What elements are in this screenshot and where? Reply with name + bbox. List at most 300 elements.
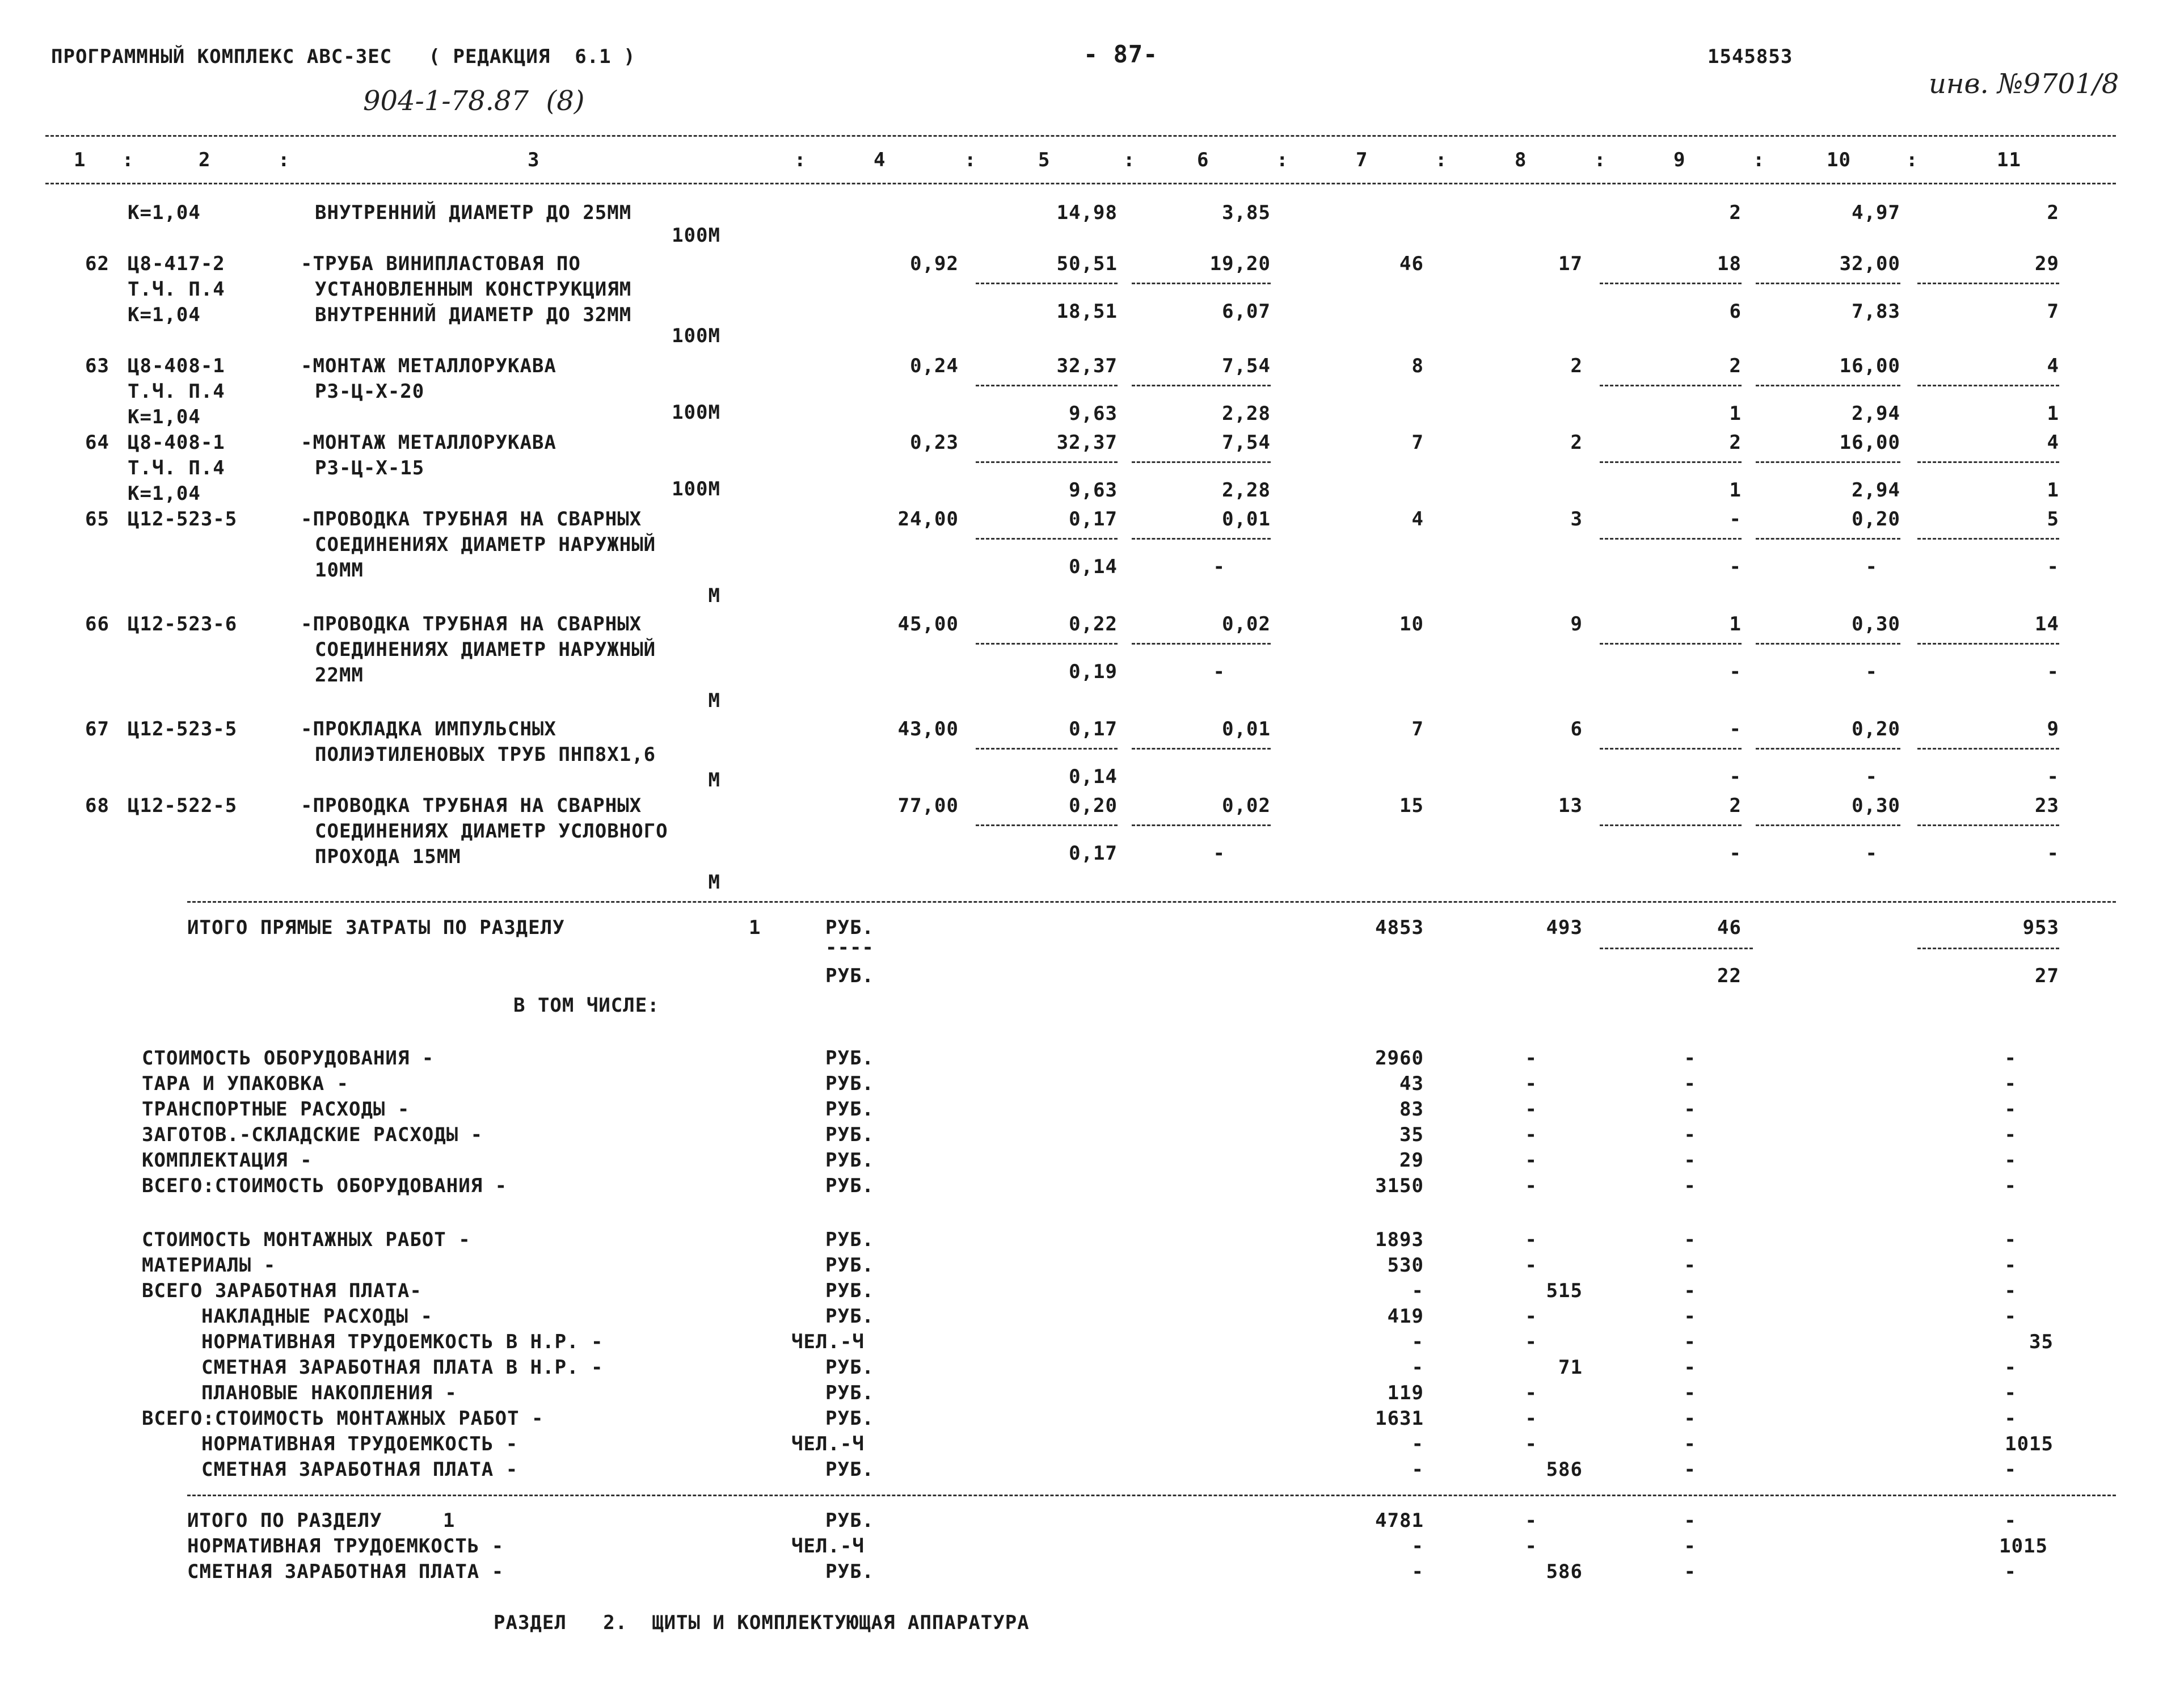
- row-63-quantity: 0,24: [910, 355, 959, 377]
- column-header-5: 5: [1038, 149, 1051, 171]
- row-cont-machine-wage: 3,85: [1222, 201, 1271, 224]
- row-62-description: УСТАНОВЛЕННЫМ КОНСТРУКЦИЯМ: [315, 278, 632, 301]
- section-total-row-1-unit: ЧЕЛ.-Ч: [791, 1535, 865, 1558]
- row-68-code: Ц12-522-5: [128, 794, 238, 817]
- row-66-machine-wage: -: [1213, 660, 1225, 683]
- breakdown-row-13-label: ВСЕГО:СТОИМОСТЬ МОНТАЖНЫХ РАБОТ -: [142, 1407, 544, 1430]
- breakdown-row-9-machines: -: [1684, 1305, 1696, 1328]
- breakdown-row-3-unit: РУБ.: [825, 1123, 874, 1146]
- breakdown-row-5-unit: РУБ.: [825, 1175, 874, 1197]
- section-total-row-1-wage: -: [1525, 1535, 1537, 1558]
- row-68-unit: М: [708, 871, 720, 894]
- column-header-8: 8: [1515, 149, 1527, 171]
- breakdown-row-10-wage: -: [1525, 1331, 1537, 1353]
- row-62-total-cost: 46: [1399, 252, 1424, 275]
- row-65-labour-total: 5: [2047, 508, 2059, 531]
- row-65-unit-cost: 0,17: [1069, 508, 1118, 531]
- column-separator: :: [1594, 149, 1607, 171]
- row-65-total-cost: 4: [1411, 508, 1424, 531]
- column-header-10: 10: [1827, 149, 1851, 171]
- breakdown-row-9-label: НАКЛАДНЫЕ РАСХОДЫ -: [201, 1305, 433, 1328]
- breakdown-row-4-labour: -: [2004, 1149, 2017, 1172]
- breakdown-row-0-cost: 2960: [1375, 1047, 1424, 1070]
- row-65-machines: -: [1729, 508, 1742, 531]
- breakdown-row-12-unit: РУБ.: [825, 1382, 874, 1404]
- value-separator: [1756, 748, 1900, 750]
- section-total-row-0-wage: -: [1525, 1509, 1537, 1532]
- row-67-labour-total-machine: -: [2047, 765, 2059, 788]
- section-total-row-1-labour: 1015: [1999, 1535, 2048, 1558]
- value-separator: [1756, 538, 1900, 540]
- column-header-1: 1: [74, 149, 86, 171]
- value-separator: [1917, 461, 2059, 463]
- breakdown-row-2-wage: -: [1525, 1098, 1537, 1121]
- breakdown-row-2-unit: РУБ.: [825, 1098, 874, 1121]
- breakdown-row-15-machines: -: [1684, 1458, 1696, 1481]
- column-separator: :: [278, 149, 290, 171]
- column-header-9: 9: [1673, 149, 1686, 171]
- row-66-machine-cost: 0,02: [1222, 613, 1271, 636]
- row-62-code-note: Т.Ч. П.4: [128, 278, 225, 301]
- row-67-machines-wage: -: [1729, 765, 1742, 788]
- row-67-quantity: 43,00: [897, 718, 959, 740]
- row-66-labour-unit: 0,30: [1852, 613, 1900, 636]
- row-67-labour-unit-machine: -: [1865, 765, 1878, 788]
- value-separator: [1917, 385, 2059, 386]
- row-65-labour-total-machine: -: [2047, 555, 2059, 578]
- row-68-description: ПРОХОДА 15ММ: [315, 845, 461, 868]
- value-separator: [1600, 385, 1742, 386]
- value-separator: [1600, 748, 1742, 750]
- section-total-row-0-cost: 4781: [1375, 1509, 1424, 1532]
- breakdown-row-5-wage: -: [1525, 1175, 1537, 1197]
- row-62-unit-cost: 50,51: [1056, 252, 1118, 275]
- inventory-number-handwritten: инв. №9701/8: [1929, 68, 2119, 100]
- row-66-machines: 1: [1729, 613, 1742, 636]
- value-separator: [1756, 461, 1900, 463]
- total-direct-separator: [1917, 948, 2059, 949]
- column-separator: :: [1123, 149, 1136, 171]
- breakdown-row-8-wage: 515: [1546, 1280, 1583, 1302]
- breakdown-row-12-wage: -: [1525, 1382, 1537, 1404]
- column-separator: :: [1753, 149, 1765, 171]
- breakdown-row-11-machines: -: [1684, 1356, 1696, 1379]
- breakdown-row-11-cost: -: [1411, 1356, 1424, 1379]
- row-65-description: -ПРОВОДКА ТРУБНАЯ НА СВАРНЫХ: [301, 508, 642, 531]
- row-67-code: Ц12-523-5: [128, 718, 238, 740]
- row-63-unit-wage: 9,63: [1069, 402, 1118, 425]
- breakdown-row-12-label: ПЛАНОВЫЕ НАКОПЛЕНИЯ -: [201, 1382, 457, 1404]
- row-65-total-wage: 3: [1570, 508, 1583, 531]
- row-67-number: 67: [85, 718, 109, 740]
- row-63-machines-wage: 1: [1729, 402, 1742, 425]
- row-65-code: Ц12-523-5: [128, 508, 238, 531]
- row-68-machine-cost: 0,02: [1222, 794, 1271, 817]
- breakdown-row-0-unit: РУБ.: [825, 1047, 874, 1070]
- breakdown-row-13-wage: -: [1525, 1407, 1537, 1430]
- row-68-number: 68: [85, 794, 109, 817]
- row-64-quantity: 0,23: [910, 431, 959, 454]
- breakdown-row-0-label: СТОИМОСТЬ ОБОРУДОВАНИЯ -: [142, 1047, 435, 1070]
- row-63-unit-cost: 32,37: [1056, 355, 1118, 377]
- column-header-7: 7: [1356, 149, 1368, 171]
- value-separator: [1132, 538, 1271, 540]
- total-direct-unit-2: РУБ.: [825, 965, 874, 987]
- column-separator: :: [964, 149, 977, 171]
- row-66-description: 22ММ: [315, 664, 364, 687]
- breakdown-row-12-labour: -: [2004, 1382, 2017, 1404]
- breakdown-row-7-labour: -: [2004, 1254, 2017, 1277]
- row-62-labour-unit: 32,00: [1839, 252, 1900, 275]
- breakdown-row-6-machines: -: [1684, 1228, 1696, 1251]
- row-67-labour-total: 9: [2047, 718, 2059, 740]
- column-header-4: 4: [874, 149, 886, 171]
- total-direct-section: 1: [749, 916, 761, 939]
- breakdown-row-15-unit: РУБ.: [825, 1458, 874, 1481]
- breakdown-row-12-machines: -: [1684, 1382, 1696, 1404]
- row-64-code-note: Т.Ч. П.4: [128, 457, 225, 479]
- column-separator: :: [122, 149, 134, 171]
- value-separator: [1756, 824, 1900, 826]
- row-62-number: 62: [85, 252, 109, 275]
- section-total-row-0-machines: -: [1684, 1509, 1696, 1532]
- breakdown-row-13-labour: -: [2004, 1407, 2017, 1430]
- breakdown-row-5-labour: -: [2004, 1175, 2017, 1197]
- row-67-unit-wage: 0,14: [1069, 765, 1118, 788]
- total-direct-machines-wage: 22: [1717, 965, 1742, 987]
- breakdown-row-0-wage: -: [1525, 1047, 1537, 1070]
- row-64-number: 64: [85, 431, 109, 454]
- section-total-row-2-label: СМЕТНАЯ ЗАРАБОТНАЯ ПЛАТА -: [187, 1560, 504, 1583]
- row-62-unit-wage: 18,51: [1056, 300, 1118, 323]
- row-65-machine-cost: 0,01: [1222, 508, 1271, 531]
- section-total-row-0-unit: РУБ.: [825, 1509, 874, 1532]
- breakdown-row-8-cost: -: [1411, 1280, 1424, 1302]
- total-direct-machines: 46: [1717, 916, 1742, 939]
- breakdown-row-1-labour: -: [2004, 1072, 2017, 1095]
- breakdown-row-5-cost: 3150: [1375, 1175, 1424, 1197]
- section-total-row-1-cost: -: [1411, 1535, 1424, 1558]
- breakdown-row-14-cost: -: [1411, 1433, 1424, 1455]
- breakdown-row-9-labour: -: [2004, 1305, 2017, 1328]
- breakdown-row-1-label: ТАРА И УПАКОВКА -: [142, 1072, 349, 1095]
- row-67-total-wage: 6: [1570, 718, 1583, 740]
- row-65-machines-wage: -: [1729, 555, 1742, 578]
- breakdown-row-2-cost: 83: [1399, 1098, 1424, 1121]
- row-63-machine-wage: 2,28: [1222, 402, 1271, 425]
- row-68-total-cost: 15: [1399, 794, 1424, 817]
- breakdown-row-0-machines: -: [1684, 1047, 1696, 1070]
- program-title: ПРОГРАММНЫЙ КОМПЛЕКС АВС-ЗЕС ( РЕДАКЦИЯ 6.1 ): [51, 45, 636, 68]
- row-cont-unit: 100М: [672, 224, 720, 247]
- breakdown-row-1-cost: 43: [1399, 1072, 1424, 1095]
- value-separator: [1132, 643, 1271, 645]
- row-62-labour-unit-machine: 7,83: [1852, 300, 1900, 323]
- breakdown-row-0-labour: -: [2004, 1047, 2017, 1070]
- row-63-labour-unit: 16,00: [1839, 355, 1900, 377]
- breakdown-row-11-label: СМЕТНАЯ ЗАРАБОТНАЯ ПЛАТА В Н.Р. -: [201, 1356, 604, 1379]
- including-heading: В ТОМ ЧИСЛЕ:: [513, 994, 660, 1017]
- row-cont-labour-unit-machine: 4,97: [1852, 201, 1900, 224]
- totals-rule: [187, 901, 2116, 903]
- value-separator: [976, 748, 1118, 750]
- value-separator: [976, 643, 1118, 645]
- breakdown-row-4-machines: -: [1684, 1149, 1696, 1172]
- row-66-unit-cost: 0,22: [1069, 613, 1118, 636]
- value-separator: [1132, 748, 1271, 750]
- breakdown-row-11-wage: 71: [1558, 1356, 1583, 1379]
- breakdown-row-1-machines: -: [1684, 1072, 1696, 1095]
- row-68-quantity: 77,00: [897, 794, 959, 817]
- row-66-quantity: 45,00: [897, 613, 959, 636]
- value-separator: [1600, 643, 1742, 645]
- value-separator: [976, 824, 1118, 826]
- row-63-machine-cost: 7,54: [1222, 355, 1271, 377]
- row-67-unit-cost: 0,17: [1069, 718, 1118, 740]
- total-direct-unit: РУБ.: [825, 916, 874, 939]
- row-66-machines-wage: -: [1729, 660, 1742, 683]
- value-separator: [1132, 283, 1271, 284]
- section-total-row-1-machines: -: [1684, 1535, 1696, 1558]
- row-65-unit: М: [708, 584, 720, 607]
- row-66-description: -ПРОВОДКА ТРУБНАЯ НА СВАРНЫХ: [301, 613, 642, 636]
- row-62-machines: 18: [1717, 252, 1742, 275]
- breakdown-row-11-unit: РУБ.: [825, 1356, 874, 1379]
- row-67-description: ПОЛИЭТИЛЕНОВЫХ ТРУБ ПНП8Х1,6: [315, 743, 656, 766]
- breakdown-row-8-machines: -: [1684, 1280, 1696, 1302]
- breakdown-row-14-wage: -: [1525, 1433, 1537, 1455]
- row-cont-description: ВНУТРЕННИЙ ДИАМЕТР ДО 25ММ: [315, 201, 632, 224]
- section-total-row-0-label: ИТОГО ПО РАЗДЕЛУ 1: [187, 1509, 456, 1532]
- row-63-description: -МОНТАЖ МЕТАЛЛОРУКАВА: [301, 355, 556, 377]
- row-67-labour-unit: 0,20: [1852, 718, 1900, 740]
- row-62-quantity: 0,92: [910, 252, 959, 275]
- page-number: - 87-: [1083, 40, 1158, 68]
- row-65-labour-unit: 0,20: [1852, 508, 1900, 531]
- row-64-unit-cost: 32,37: [1056, 431, 1118, 454]
- breakdown-row-10-cost: -: [1411, 1331, 1424, 1353]
- breakdown-row-7-cost: 530: [1387, 1254, 1424, 1277]
- row-64-labour-unit: 16,00: [1839, 431, 1900, 454]
- breakdown-row-3-wage: -: [1525, 1123, 1537, 1146]
- breakdown-row-6-labour: -: [2004, 1228, 2017, 1251]
- row-63-labour-total: 4: [2047, 355, 2059, 377]
- breakdown-row-3-labour: -: [2004, 1123, 2017, 1146]
- breakdown-row-5-machines: -: [1684, 1175, 1696, 1197]
- breakdown-row-14-labour: 1015: [2005, 1433, 2054, 1455]
- breakdown-row-4-wage: -: [1525, 1149, 1537, 1172]
- project-number-handwritten: 904-1-78.87 (8): [363, 85, 585, 117]
- section-total-row-2-labour: -: [2004, 1560, 2017, 1583]
- row-66-labour-total-machine: -: [2047, 660, 2059, 683]
- breakdown-row-14-machines: -: [1684, 1433, 1696, 1455]
- header-bottom-rule: [45, 183, 2116, 184]
- section-total-row-2-machines: -: [1684, 1560, 1696, 1583]
- row-67-machines: -: [1729, 718, 1742, 740]
- value-separator: [976, 461, 1118, 463]
- row-cont-labour-total-machine: 2: [2047, 201, 2059, 224]
- breakdown-row-2-labour: -: [2004, 1098, 2017, 1121]
- row-62-labour-total-machine: 7: [2047, 300, 2059, 323]
- row-67-total-cost: 7: [1411, 718, 1424, 740]
- value-separator: [1917, 538, 2059, 540]
- breakdown-row-6-cost: 1893: [1375, 1228, 1424, 1251]
- column-separator: :: [1276, 149, 1289, 171]
- row-67-machine-cost: 0,01: [1222, 718, 1271, 740]
- breakdown-row-7-unit: РУБ.: [825, 1254, 874, 1277]
- row-68-machine-wage: -: [1213, 842, 1225, 865]
- column-separator: :: [1906, 149, 1919, 171]
- row-65-unit-wage: 0,14: [1069, 555, 1118, 578]
- row-62-machine-wage: 6,07: [1222, 300, 1271, 323]
- total-direct-label: ИТОГО ПРЯМЫЕ ЗАТРАТЫ ПО РАЗДЕЛУ: [187, 916, 565, 939]
- row-64-description: РЗ-Ц-Х-15: [315, 457, 425, 479]
- value-separator: [1756, 643, 1900, 645]
- row-63-labour-unit-machine: 2,94: [1852, 402, 1900, 425]
- value-separator: [1756, 283, 1900, 284]
- row-62-total-wage: 17: [1558, 252, 1583, 275]
- section-total-row-1-label: НОРМАТИВНАЯ ТРУДОЕМКОСТЬ -: [187, 1535, 504, 1558]
- column-header-2: 2: [199, 149, 211, 171]
- row-62-unit: 100М: [672, 325, 720, 347]
- breakdown-row-4-label: КОМПЛЕКТАЦИЯ -: [142, 1149, 313, 1172]
- row-68-machines-wage: -: [1729, 842, 1742, 865]
- row-62-description: ВНУТРЕННИЙ ДИАМЕТР ДО 32ММ: [315, 304, 632, 326]
- breakdown-row-8-labour: -: [2004, 1280, 2017, 1302]
- row-64-labour-unit-machine: 2,94: [1852, 479, 1900, 502]
- row-65-number: 65: [85, 508, 109, 531]
- row-63-machines: 2: [1729, 355, 1742, 377]
- breakdown-row-9-wage: -: [1525, 1305, 1537, 1328]
- breakdown-row-11-labour: -: [2004, 1356, 2017, 1379]
- breakdown-row-3-machines: -: [1684, 1123, 1696, 1146]
- row-66-total-wage: 9: [1570, 613, 1583, 636]
- row-62-labour-total: 29: [2035, 252, 2059, 275]
- total-direct-unit-dash: ----: [825, 936, 874, 959]
- breakdown-row-3-label: ЗАГОТОВ.-СКЛАДСКИЕ РАСХОДЫ -: [142, 1123, 483, 1146]
- row-63-code-note: Т.Ч. П.4: [128, 380, 225, 403]
- value-separator: [1917, 643, 2059, 645]
- row-66-unit: М: [708, 689, 720, 712]
- next-section-title: РАЗДЕЛ 2. ЩИТЫ И КОМПЛЕКТУЮЩАЯ АППАРАТУРА: [494, 1611, 1030, 1634]
- row-68-description: -ПРОВОДКА ТРУБНАЯ НА СВАРНЫХ: [301, 794, 642, 817]
- breakdown-row-14-unit: ЧЕЛ.-Ч: [791, 1433, 865, 1455]
- row-64-description: -МОНТАЖ МЕТАЛЛОРУКАВА: [301, 431, 556, 454]
- row-66-unit-wage: 0,19: [1069, 660, 1118, 683]
- row-62-code: Ц8-417-2: [128, 252, 225, 275]
- value-separator: [1917, 824, 2059, 826]
- column-header-11: 11: [1997, 149, 2021, 171]
- total-direct-labour-machine: 27: [2035, 965, 2059, 987]
- row-68-description: СОЕДИНЕНИЯХ ДИАМЕТР УСЛОВНОГО: [315, 820, 668, 843]
- row-62-description: -ТРУБА ВИНИПЛАСТОВАЯ ПО: [301, 252, 581, 275]
- breakdown-row-15-labour: -: [2004, 1458, 2017, 1481]
- breakdown-row-10-unit: ЧЕЛ.-Ч: [791, 1331, 865, 1353]
- row-64-unit: 100М: [672, 478, 720, 500]
- total-direct-labour: 953: [2022, 916, 2059, 939]
- row-cont-unit-wage: 14,98: [1056, 201, 1118, 224]
- breakdown-row-14-label: НОРМАТИВНАЯ ТРУДОЕМКОСТЬ -: [201, 1433, 518, 1455]
- breakdown-row-10-label: НОРМАТИВНАЯ ТРУДОЕМКОСТЬ В Н.Р. -: [201, 1331, 604, 1353]
- document-code: 1545853: [1707, 45, 1793, 68]
- row-64-total-cost: 7: [1411, 431, 1424, 454]
- row-68-machines: 2: [1729, 794, 1742, 817]
- row-64-coefficient: К=1,04: [128, 482, 201, 505]
- value-separator: [1917, 748, 2059, 750]
- value-separator: [976, 283, 1118, 284]
- breakdown-row-15-wage: 586: [1546, 1458, 1583, 1481]
- breakdown-row-7-machines: -: [1684, 1254, 1696, 1277]
- row-67-description: -ПРОКЛАДКА ИМПУЛЬСНЫХ: [301, 718, 556, 740]
- section-total-row-2-cost: -: [1411, 1560, 1424, 1583]
- breakdown-row-6-unit: РУБ.: [825, 1228, 874, 1251]
- total-direct-wage: 493: [1546, 916, 1583, 939]
- row-65-description: СОЕДИНЕНИЯХ ДИАМЕТР НАРУЖНЫЙ: [315, 533, 656, 556]
- breakdown-row-6-wage: -: [1525, 1228, 1537, 1251]
- breakdown-row-1-unit: РУБ.: [825, 1072, 874, 1095]
- row-65-quantity: 24,00: [897, 508, 959, 531]
- breakdown-row-7-wage: -: [1525, 1254, 1537, 1277]
- row-67-unit: М: [708, 769, 720, 792]
- row-65-labour-unit-machine: -: [1865, 555, 1878, 578]
- breakdown-row-9-cost: 419: [1387, 1305, 1424, 1328]
- value-separator: [1132, 461, 1271, 463]
- breakdown-row-13-machines: -: [1684, 1407, 1696, 1430]
- section-total-row-2-wage: 586: [1546, 1560, 1583, 1583]
- breakdown-row-3-cost: 35: [1399, 1123, 1424, 1146]
- breakdown-row-8-label: ВСЕГО ЗАРАБОТНАЯ ПЛАТА-: [142, 1280, 422, 1302]
- row-cont-machines-wage: 2: [1729, 201, 1742, 224]
- value-separator: [1600, 461, 1742, 463]
- row-68-labour-unit-machine: -: [1865, 842, 1878, 865]
- row-62-coefficient: К=1,04: [128, 304, 201, 326]
- row-64-machines: 2: [1729, 431, 1742, 454]
- row-63-description: РЗ-Ц-Х-20: [315, 380, 425, 403]
- breakdown-row-15-label: СМЕТНАЯ ЗАРАБОТНАЯ ПЛАТА -: [201, 1458, 518, 1481]
- row-64-machine-cost: 7,54: [1222, 431, 1271, 454]
- row-63-total-cost: 8: [1411, 355, 1424, 377]
- row-64-total-wage: 2: [1570, 431, 1583, 454]
- column-header-3: 3: [528, 149, 540, 171]
- row-63-coefficient: К=1,04: [128, 406, 201, 428]
- value-separator: [1600, 538, 1742, 540]
- section-total-rule: [187, 1495, 2116, 1496]
- breakdown-row-5-label: ВСЕГО:СТОИМОСТЬ ОБОРУДОВАНИЯ -: [142, 1175, 508, 1197]
- breakdown-row-8-unit: РУБ.: [825, 1280, 874, 1302]
- value-separator: [1132, 824, 1271, 826]
- breakdown-row-4-unit: РУБ.: [825, 1149, 874, 1172]
- breakdown-row-7-label: МАТЕРИАЛЫ -: [142, 1254, 276, 1277]
- row-63-code: Ц8-408-1: [128, 355, 225, 377]
- value-separator: [1132, 385, 1271, 386]
- row-66-labour-total: 14: [2035, 613, 2059, 636]
- row-63-total-wage: 2: [1570, 355, 1583, 377]
- breakdown-row-1-wage: -: [1525, 1072, 1537, 1095]
- value-separator: [1917, 283, 2059, 284]
- row-66-description: СОЕДИНЕНИЯХ ДИАМЕТР НАРУЖНЫЙ: [315, 638, 656, 661]
- row-64-labour-total: 4: [2047, 431, 2059, 454]
- row-65-machine-wage: -: [1213, 555, 1225, 578]
- value-separator: [1600, 283, 1742, 284]
- breakdown-row-4-cost: 29: [1399, 1149, 1424, 1172]
- value-separator: [1600, 824, 1742, 826]
- breakdown-row-2-machines: -: [1684, 1098, 1696, 1121]
- row-68-labour-total-machine: -: [2047, 842, 2059, 865]
- row-68-labour-total: 23: [2035, 794, 2059, 817]
- row-65-description: 10ММ: [315, 559, 364, 582]
- section-total-row-2-unit: РУБ.: [825, 1560, 874, 1583]
- breakdown-row-13-unit: РУБ.: [825, 1407, 874, 1430]
